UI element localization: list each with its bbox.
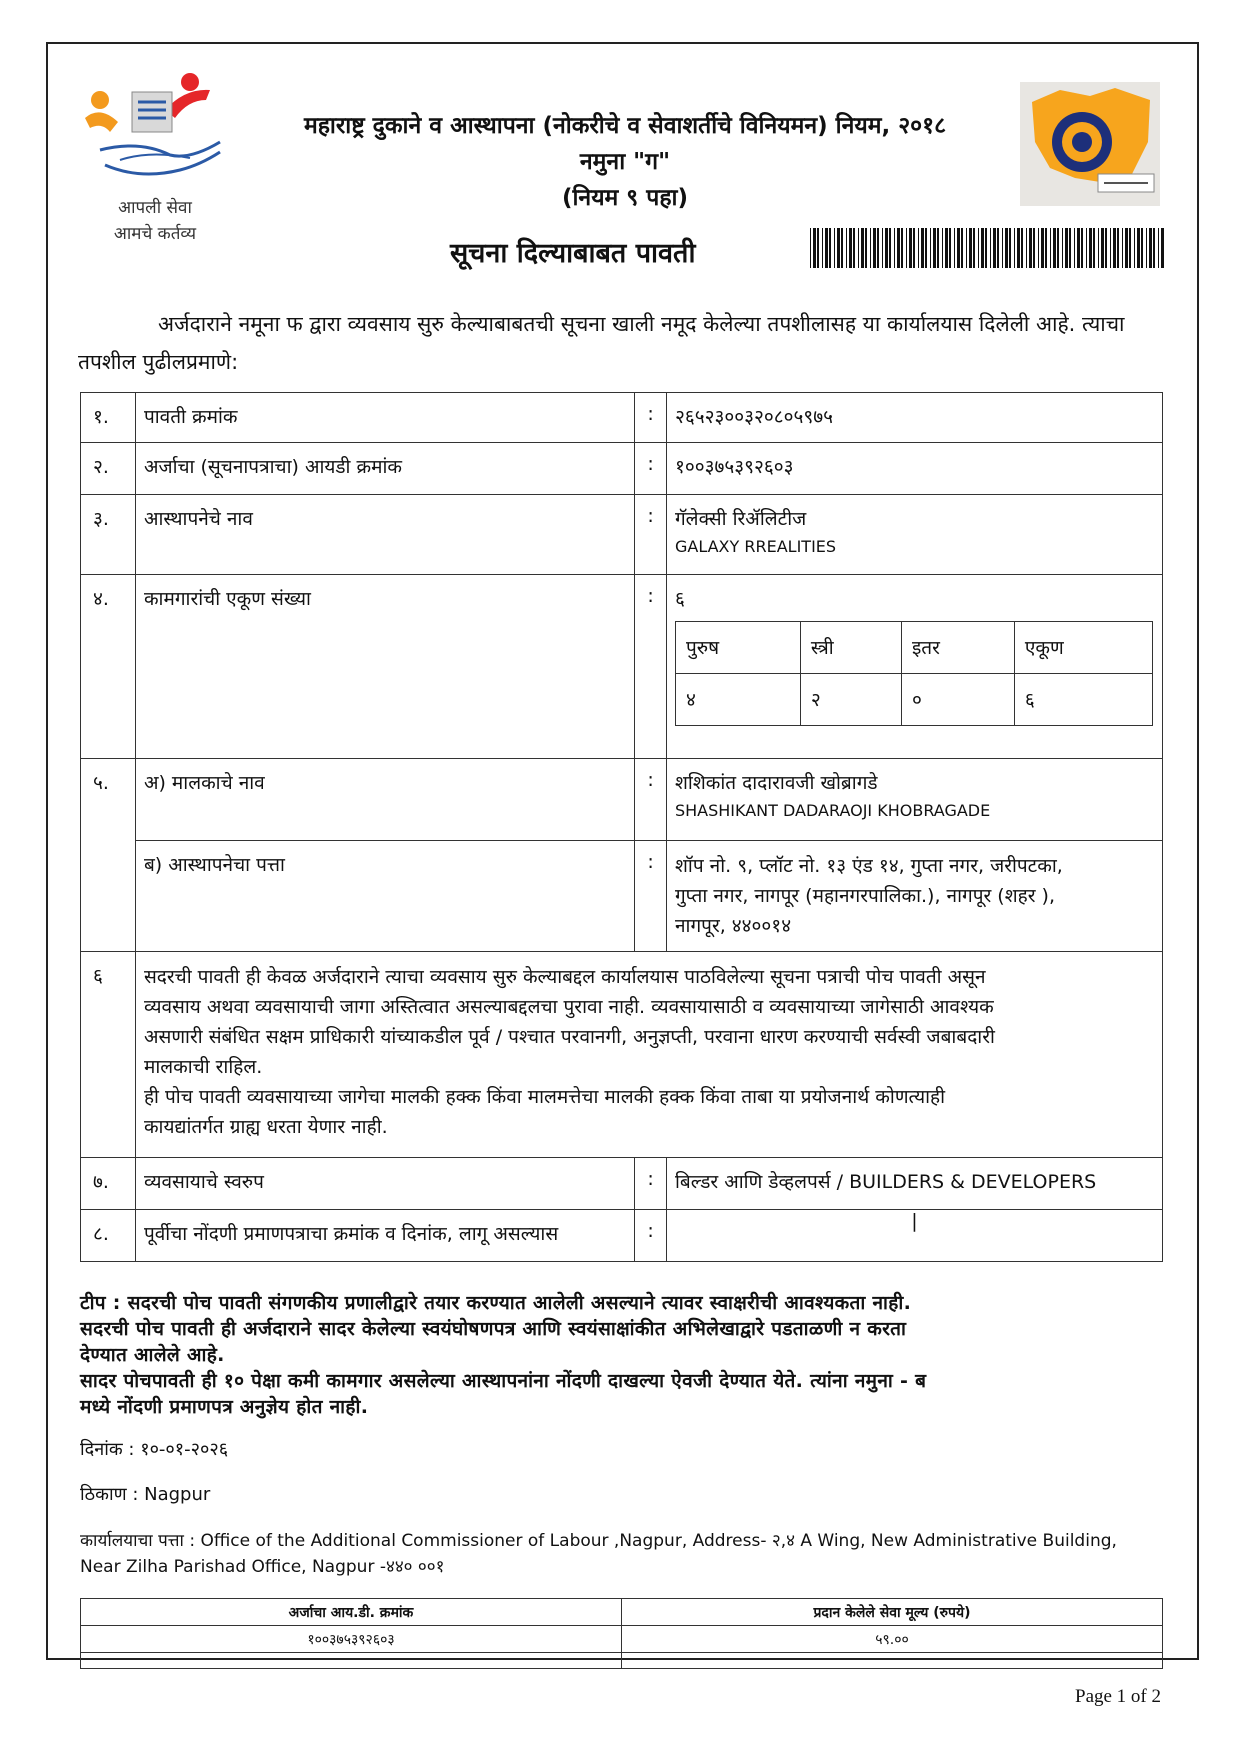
issue-place: ठिकाण : Nagpur [80,1484,211,1505]
barcode-bar [1081,228,1083,268]
count-total: ६ [1014,674,1152,726]
barcode-bar [894,228,895,268]
barcode-bar [1125,228,1128,268]
barcode-bar [1026,228,1027,268]
count-male: ४ [675,674,800,726]
col-header-total: एकूण [1014,622,1152,674]
barcode [810,228,1165,268]
business-nature: बिल्डर आणि डेव्हलपर्स / BUILDERS & DEVELOPERS [666,1158,1162,1210]
barcode-bar [993,228,996,268]
application-id: १००३७५३९२६०३ [666,443,1162,495]
office-address-line: कार्यालयाचा पत्ता : Office of the Additional Commissioner of Labour ,Nagpur, Address- २,४ A Wing, New Administrative Building, [80,1531,1117,1551]
logo-tagline-2: आमचे कर्तव्य [113,224,197,244]
barcode-bar [1009,228,1011,268]
disclaimer-text [135,952,1162,1158]
row-label: कामगारांची एकूण संख्या [135,575,634,759]
barcode-bar [1014,228,1015,268]
barcode-bar [901,228,903,268]
tip-line: टीप : सदरची पोच पावती संगणकीय प्रणालीद्वारे तयार करण्यात आलेली असल्याने त्यावर स्वाक्षरीची आवश्यकता नाही. [80,1292,912,1314]
barcode-bar [933,228,936,268]
barcode-bar [981,228,984,268]
barcode-bar [1086,228,1087,268]
barcode-bar [1017,228,1020,268]
issue-date: दिनांक : १०-०१-२०२६ [80,1439,229,1460]
barcode-bar [846,228,847,268]
owner-name-en: SHASHIKANT DADARAOJI KHOBRAGADE [674,801,991,820]
row-num: ३. [81,495,136,575]
row-num: ५. [81,759,136,952]
row-disclaimer [81,952,1163,1158]
barcode-bar [1002,228,1003,268]
address-line: शॉप नो. ९, प्लॉट नो. १३ एंड १४, गुप्ता नगर, जरीपटका, [674,855,1063,877]
row-receipt-number [81,393,1163,443]
barcode-bar [877,228,879,268]
barcode-bar [990,228,991,268]
barcode-bar [973,228,975,268]
row-worker-count [81,575,1163,759]
fee-empty-cell [81,1653,622,1669]
row-num: ७. [81,1158,136,1210]
barcode-bar [1021,228,1023,268]
barcode-bar [861,228,864,268]
count-other: ० [901,674,1014,726]
fee-table [80,1598,1163,1669]
barcode-bar [1038,228,1039,268]
logo-tagline-1: आपली सेवा [118,198,192,218]
barcode-bar [945,228,948,268]
disclaimer-line: कायद्यांतर्गत ग्राह्य धरता येणार नाही. [143,1116,388,1138]
barcode-bar [825,228,828,268]
barcode-bar [1158,228,1159,268]
establishment-name-mr: गॅलेक्सी रिॲलिटीज [674,508,807,530]
barcode-bar [1065,228,1068,268]
barcode-bar [1101,228,1104,268]
row-colon: : [635,495,667,575]
barcode-bar [1153,228,1155,268]
barcode-bar [841,228,843,268]
barcode-bar [1141,228,1143,268]
barcode-bar [1098,228,1099,268]
barcode-bar [1033,228,1035,268]
barcode-bar [1146,228,1147,268]
form-rule-ref: (नियम ९ पहा) [561,185,689,211]
row-num: २. [81,443,136,495]
aapli-seva-logo [80,70,230,250]
worker-total: ६ [674,588,685,610]
row-colon: : [635,1158,667,1210]
intro-paragraph: अर्जदाराने नमूना फ द्वारा व्यवसाय सुरु केल्याबाबतची सूचना खाली नमूद केलेल्या तपशीलासह या कार्यालयास दिलेली आहे. त्याचा तपशील पुढीलप्रमाणे: [78,312,1125,374]
barcode-bar [1161,228,1164,268]
barcode-bar [834,228,835,268]
tip-note [80,1290,1170,1420]
barcode-bar [1105,228,1107,268]
barcode-bar [918,228,919,268]
row-label: अ) मालकाचे नाव [135,759,634,841]
form-title: महाराष्ट्र दुकाने व आस्थापना (नोकरीचे व सेवाशर्तीचे विनियमन) नियम, २०१८ [303,113,947,139]
barcode-bar [889,228,891,268]
barcode-bar [909,228,912,268]
barcode-bar [1089,228,1092,268]
receipt-number: २६५२३००३२०८०५९७५ [666,393,1162,443]
form-name: नमुना "ग" [579,149,671,175]
barcode-bar [966,228,967,268]
barcode-bar [1069,228,1071,268]
barcode-bar [1149,228,1152,268]
barcode-bar [1005,228,1008,268]
barcode-bar [853,228,855,268]
barcode-bar [1134,228,1135,268]
row-owner-name [81,759,1163,841]
office-address [80,1528,1170,1580]
owner-name-mr: शशिकांत दादारावजी खोब्रागडे [674,772,878,794]
tip-line: मध्ये नोंदणी प्रमाणपत्र अनुज्ञेय होत नाही. [80,1396,369,1418]
col-header-female: स्त्री [800,622,901,674]
barcode-bar [925,228,927,268]
fee-col-header-amount: प्रदान केलेले सेवा मूल्य (रुपये) [622,1599,1163,1626]
row-num: ८. [81,1210,136,1262]
barcode-bar [1045,228,1047,268]
barcode-bar [961,228,963,268]
barcode-bar [957,228,960,268]
seva-logo-icon [80,70,230,195]
barcode-bar [1093,228,1095,268]
row-label: पूर्वीचा नोंदणी प्रमाणपत्राचा क्रमांक व दिनांक, लागू असल्यास [135,1210,634,1262]
barcode-bar [865,228,867,268]
worker-count [666,575,1162,759]
barcode-bar [978,228,979,268]
row-label: ब) आस्थापनेचा पत्ता [135,841,634,952]
tip-line: सादर पोचपावती ही १० पेक्षा कमी कामगार असलेल्या आस्थापनांना नोंदणी दाखल्या ऐवजी देण्यात येते. त्यांना नमुना - ब [80,1370,927,1392]
barcode-bar [1077,228,1080,268]
barcode-bar [897,228,900,268]
barcode-bar [937,228,939,268]
barcode-bar [997,228,999,268]
row-num: ६ [81,952,136,1158]
barcode-bar [913,228,915,268]
tip-line: सदरची पोच पावती ही अर्जदाराने सादर केलेल्या स्वयंघोषणपत्र आणि स्वयंसाक्षांकीत अभिलेखाद्वारे पडताळणी न करता [80,1318,907,1340]
barcode-bar [858,228,859,268]
row-colon: : [635,841,667,952]
worker-breakdown-table [675,621,1153,726]
row-establishment-name [81,495,1163,575]
receipt-title: सूचना दिल्याबाबत पावती [450,238,696,269]
maharashtra-labour-emblem [1020,82,1160,206]
barcode-bar [837,228,840,268]
row-colon: : [635,1210,667,1262]
barcode-bar [817,228,819,268]
fee-col-header-id: अर्जाचा आय.डी. क्रमांक [81,1599,622,1626]
barcode-bar [954,228,955,268]
row-previous-registration [81,1210,1163,1262]
row-num: १. [81,393,136,443]
row-label: पावती क्रमांक [135,393,634,443]
row-colon: : [635,443,667,495]
fee-amount: ५९.०० [622,1626,1163,1653]
barcode-bar [930,228,931,268]
barcode-bar [985,228,987,268]
establishment-address [666,841,1162,952]
barcode-bar [873,228,876,268]
col-header-male: पुरुष [675,622,800,674]
barcode-bar [829,228,831,268]
barcode-bar [1117,228,1119,268]
owner-name [666,759,1162,841]
barcode-bar [1029,228,1032,268]
disclaimer-line: मालकाची राहिल. [143,1056,263,1078]
emblem-icon [1020,82,1160,206]
row-label: व्यवसायाचे स्वरुप [135,1158,634,1210]
establishment-name-en: GALAXY RREALITIES [674,537,837,556]
barcode-bar [1062,228,1063,268]
previous-registration: | [666,1210,1162,1262]
barcode-bar [1050,228,1051,268]
barcode-bar [1057,228,1059,268]
count-female: २ [800,674,901,726]
row-label: आस्थापनेचे नाव [135,495,634,575]
row-colon: : [635,393,667,443]
row-business-nature [81,1158,1163,1210]
barcode-bar [969,228,972,268]
office-address-line: Near Zilha Parishad Office, Nagpur -४४० ००१ [80,1557,445,1577]
barcode-bar [1113,228,1116,268]
address-line: गुप्ता नगर, नागपूर (महानगरपालिका.), नागपूर (शहर ), [674,885,1055,907]
barcode-bar [1110,228,1111,268]
row-application-id [81,443,1163,495]
details-table [80,392,1163,1262]
row-label: अर्जाचा (सूचनापत्राचा) आयडी क्रमांक [135,443,634,495]
establishment-name [666,495,1162,575]
barcode-bar [949,228,951,268]
barcode-bar [906,228,907,268]
col-header-other: इतर [901,622,1014,674]
tip-line: देण्यात आलेले आहे. [80,1344,225,1366]
barcode-bar [1041,228,1044,268]
barcode-bar [942,228,943,268]
row-colon: : [635,759,667,841]
row-colon: : [635,575,667,759]
page-number: Page 1 of 2 [1075,1686,1162,1707]
row-num: ४. [81,575,136,759]
barcode-bar [882,228,883,268]
barcode-bar [1122,228,1123,268]
barcode-bar [810,228,811,268]
barcode-bar [849,228,852,268]
disclaimer-line: सदरची पावती ही केवळ अर्जदाराने त्याचा व्यवसाय सुरु केल्याबद्दल कार्यालयास पाठविलेल्या सूचना पत्राची पोच पावती असून [143,966,986,988]
barcode-bar [1129,228,1131,268]
barcode-bar [921,228,924,268]
fee-empty-cell [622,1653,1163,1669]
row-establishment-address [81,841,1163,952]
disclaimer-line: व्यवसाय अथवा व्यवसायाची जागा अस्तित्वात असल्याबद्दलचा पुरावा नाही. व्यवसायासाठी व व्यवसायाच्या जागेसाठी आवश्यक [143,996,994,1018]
disclaimer-line: ही पोच पावती व्यवसायाच्या जागेचा मालकी हक्क किंवा मालमत्तेचा मालकी हक्क किंवा ताबा या प्रयोजनार्थ कोणत्याही [143,1086,946,1108]
disclaimer-line: असणारी संबंधित सक्षम प्राधिकारी यांच्याकडील पूर्व / पश्चात परवानगी, अनुज्ञप्ती, परवाना धारण करण्याची सर्वस्वी जबाबदारी [143,1026,995,1048]
barcode-bar [813,228,816,268]
barcode-bar [870,228,871,268]
fee-application-id: १००३७५३९२६०३ [81,1626,622,1653]
barcode-bar [885,228,888,268]
barcode-bar [1137,228,1140,268]
address-line: नागपूर, ४४००१४ [674,915,792,937]
barcode-bar [1074,228,1075,268]
barcode-bar [822,228,823,268]
barcode-bar [1053,228,1056,268]
